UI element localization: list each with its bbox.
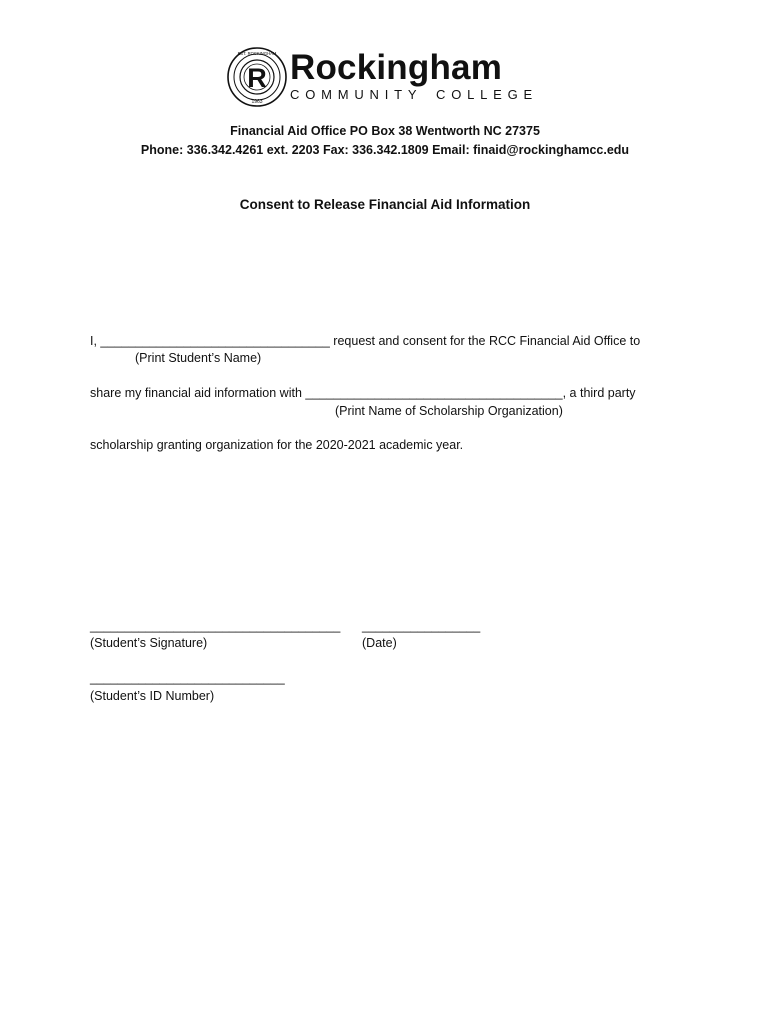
seal-letter: R <box>247 63 267 93</box>
label-organization-name: (Print Name of Scholarship Organization) <box>335 404 563 418</box>
office-contact: Phone: 336.342.4261 ext. 2203 Fax: 336.342.1809 Email: finaid@rockinghamcc.edu <box>140 143 630 157</box>
date-line: _________________ <box>362 619 481 633</box>
seal-top-text: EST. ROCKINGHAM <box>237 51 277 56</box>
brand-subline <box>290 88 540 104</box>
label-student-id: (Student’s ID Number) <box>90 689 215 703</box>
consent-line-3: scholarship granting organization for the 2020-2021 academic year. <box>90 438 464 452</box>
consent-line-1: I, _________________________________ request and consent for the RCC Financial Aid Office to <box>90 334 641 348</box>
seal-year: 1963 <box>251 99 263 105</box>
college-seal-icon <box>226 46 288 108</box>
consent-line-2: share my financial aid information with _____________________________________, a third party <box>90 386 636 400</box>
signature-line: ____________________________________ <box>90 619 341 633</box>
brand-sub-college: COLLEGE <box>436 87 539 102</box>
brand-sub-community: COMMUNITY <box>290 87 423 102</box>
label-student-name: (Print Student’s Name) <box>135 351 262 365</box>
office-address: Financial Aid Office PO Box 38 Wentworth NC 27375 <box>230 124 540 138</box>
student-id-line: ____________________________ <box>90 671 285 685</box>
brand-name: Rockingham <box>290 48 503 87</box>
page-title: Consent to Release Financial Aid Information <box>239 197 531 212</box>
college-logo <box>226 46 546 110</box>
label-date: (Date) <box>362 636 397 650</box>
label-signature: (Student’s Signature) <box>90 636 208 650</box>
